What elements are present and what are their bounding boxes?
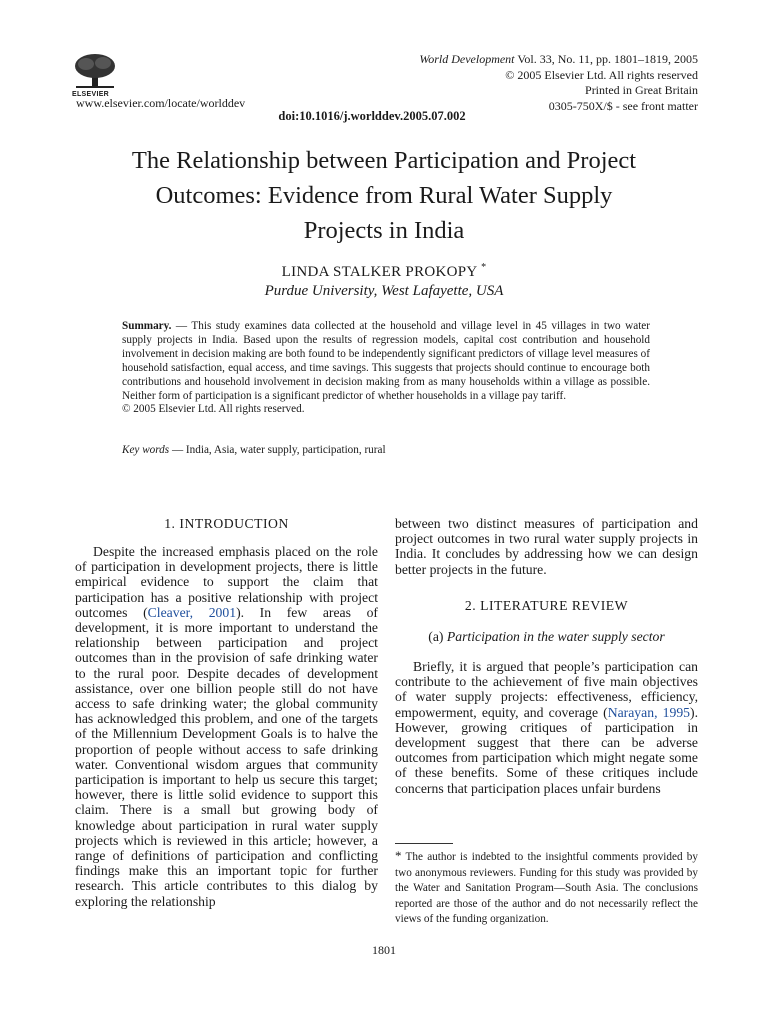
literature-paragraph: Briefly, it is argued that people’s participation can contribute to the achievement of five main objectives of water supply projects: effectiveness, efficiency, empowerment, equity, and coverage (Narayan, 1995). However, growing critiques of participation in development suggest that there can be adverse outcomes from participation which might negate some of these benefits. Some of these critiques include concerns that participation places unfair burdens xyxy=(395,659,698,796)
author-footnote-mark[interactable]: * xyxy=(481,262,487,273)
publisher-logo xyxy=(72,52,130,98)
printed-line: Printed in Great Britain xyxy=(585,83,698,98)
keywords-text: — India, Asia, water supply, participation, rural xyxy=(169,444,386,456)
section-heading-introduction: 1. INTRODUCTION xyxy=(164,516,289,531)
citation-link[interactable]: Narayan, 1995 xyxy=(607,704,691,720)
section-heading-literature-review: 2. LITERATURE REVIEW xyxy=(464,598,629,613)
footnote-text: The author is indebted to the insightful comments provided by two anonymous reviewers. Funding for this study was provided by the Water and Sanitation Program—South Asia. The conclusions reported are those of the author and do not necessarily reflect the views of the funding organization. xyxy=(395,851,698,926)
author-name: LINDA STALKER PROKOPY * xyxy=(281,262,487,280)
journal-url[interactable]: www.elsevier.com/locate/worlddev xyxy=(76,96,246,110)
introduction-continuation: between two distinct measures of participation and project outcomes in two rural water supply projects in India. It concludes by addressing how we can design better projects in the future. xyxy=(395,516,698,577)
author-affiliation: Purdue University, West Lafayette, USA xyxy=(264,283,504,299)
introduction-paragraph: Despite the increased emphasis placed on the role of participation in development projects, there is little empirical evidence to support the claim that participation has a positive relationship with project outcomes (Cleaver, 2001). In few areas of development, it is more important to understand the relationship between participation and project outcomes than in the provision of safe drinking water to the rural poor. Despite decades of development assistance, over one billion people still do not have access to safe drinking water; the global community has acknowledged this problem, and one of the targets of the Millennium Development Goals is to halve the proportion of people without access to safe drinking water. Conventional wisdom argues that community participation is important to help us secure this target; however, there is little solid evidence to support this claim. There is a small but growing body of knowledge about participation in rural water supply projects which is reviewed in this article; however, a range of definitions of participation and conflicting findings make this an important topic for further research. This article contributes to this dialog by exploring the relationship xyxy=(75,544,378,909)
journal-name: World Development xyxy=(419,52,515,66)
keywords-label: Key words xyxy=(122,444,170,456)
abstract-label: Summary. xyxy=(122,320,172,332)
logo-text: ELSEVIER xyxy=(72,91,110,98)
issn-line: 0305-750X/$ - see front matter xyxy=(548,98,698,113)
copyright-line: © 2005 Elsevier Ltd. All rights reserved xyxy=(505,67,698,82)
footnote-divider xyxy=(395,843,453,844)
tree-logo-icon xyxy=(72,52,118,90)
abstract-text: — This study examines data collected at the household and village level in 45 villages in two water supply projects in India. Based upon the results of regression models, capital cost contribution and household involvement in decision making are both found to be independently significant predictors of village level measures of household satisfaction, equal access, and time savings. This suggests that projects should continue to encourage both contributions and household involvement in decision making from as many households within a village as possible. Neither form of participation is a significant predictor of whether households in a village pay tariff. xyxy=(122,320,650,402)
footnote xyxy=(395,848,698,928)
abstract xyxy=(122,320,650,417)
journal-issue: Vol. 33, No. 11, pp. 1801–1819, 2005 xyxy=(517,52,698,66)
page-number: 1801 xyxy=(372,943,396,957)
footnote-mark: * xyxy=(395,848,402,863)
article-title: The Relationship between Participation and Project Outcomes: Evidence from Rural Water Supply Projects in India xyxy=(131,147,637,244)
doi[interactable]: doi:10.1016/j.worlddev.2005.07.002 xyxy=(278,109,466,123)
subsection-heading: (a) Participation in the water supply sector xyxy=(428,629,665,644)
abstract-copyright: © 2005 Elsevier Ltd. All rights reserved. xyxy=(122,403,305,416)
keywords xyxy=(122,444,386,456)
citation-link[interactable]: Cleaver, 2001 xyxy=(147,604,237,620)
journal-info xyxy=(419,52,698,114)
